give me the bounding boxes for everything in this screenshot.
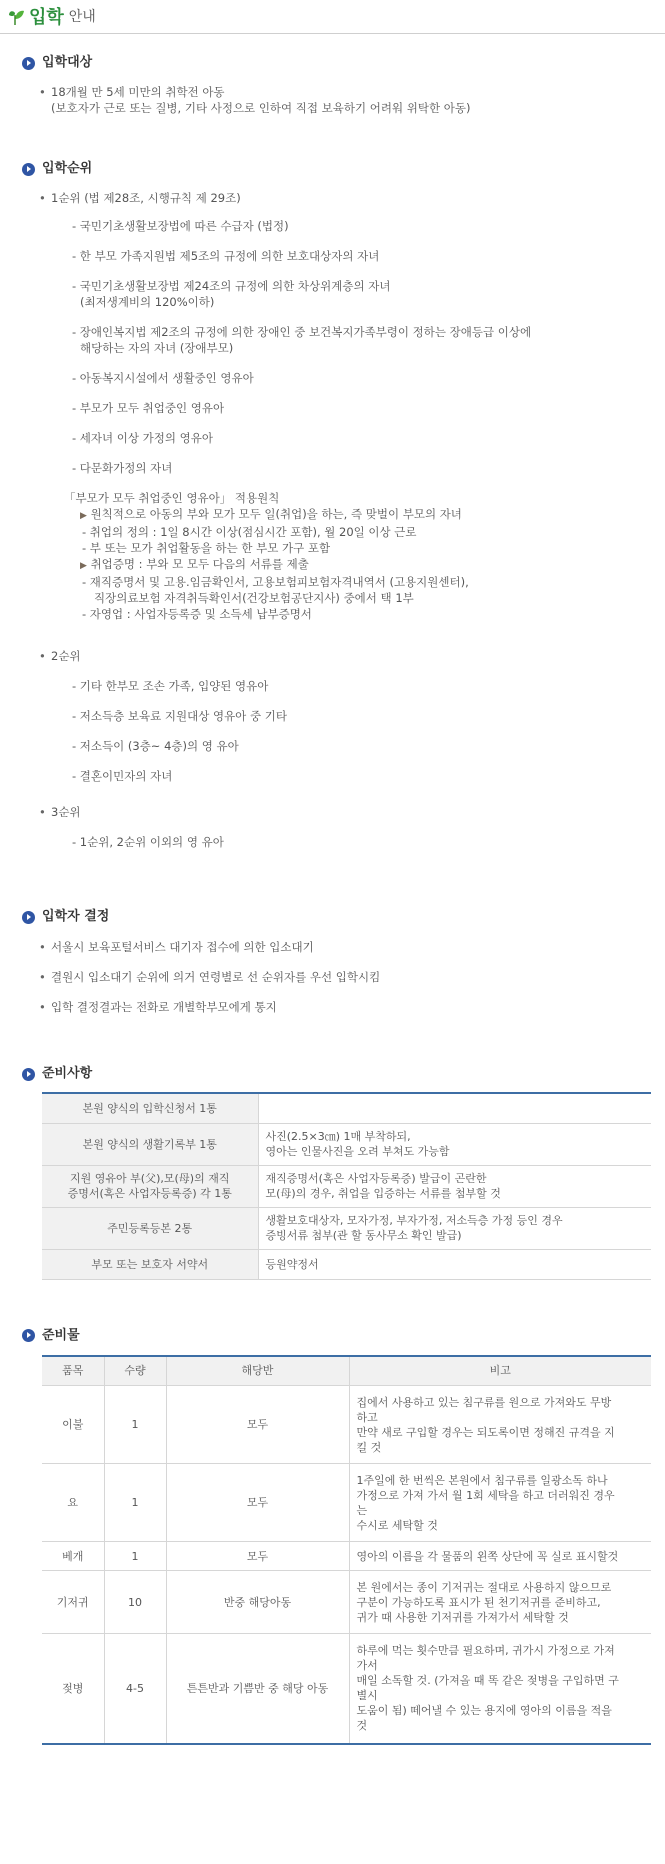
list-item: - 국민기초생활보장법에 따른 수급자 (법정)	[72, 219, 289, 233]
arrow-icon: ▶	[80, 511, 87, 521]
table-row	[42, 1123, 651, 1165]
list-item: - 저소득층 보육료 지원대상 영유아 중 기타	[72, 709, 287, 723]
section-bullet-icon	[22, 1068, 35, 1081]
list-item: - 국민기초생활보장법 제24조의 규정에 의한 차상위계층의 자녀 (최저생계비의 120%이하)	[72, 279, 391, 309]
section-title: 입학대상	[42, 55, 93, 70]
table-row	[42, 1249, 651, 1279]
note-line: - 취업의 정의 : 1일 8시간 이상(점심시간 포함), 월 20일 이상 근로	[82, 525, 417, 539]
qty-cell: 4-5	[104, 1634, 166, 1744]
supplies-section	[0, 1326, 665, 1346]
table-cell: 본원 양식의 입학신청서 1통	[42, 1093, 258, 1123]
list-item	[22, 84, 655, 100]
note-line: - 자영업 : 사업자등록증 및 소득세 납부증명서	[82, 607, 312, 621]
list-item: - 결혼이민자의 자녀	[72, 769, 173, 783]
table-row	[42, 1464, 651, 1542]
table-cell: 주민등록등본 2통	[42, 1207, 258, 1249]
qty-cell: 1	[104, 1464, 166, 1542]
note-line: ▶ 취업증명 : 부와 모 모두 다음의 서류를 제출	[80, 557, 309, 571]
item-cell: 베개	[42, 1542, 104, 1571]
priority-second-list	[22, 678, 655, 784]
page-title: 입학	[29, 6, 64, 27]
list-item: - 다문화가정의 자녀	[72, 461, 173, 475]
decision-section	[0, 907, 665, 1015]
table-row	[42, 1093, 651, 1123]
table-cell: 등원약정서	[258, 1249, 651, 1279]
bullet-dot-icon: •	[39, 805, 46, 819]
preparation-section	[0, 1064, 665, 1084]
preparation-heading	[22, 1064, 655, 1084]
table-row	[42, 1165, 651, 1207]
note-line: 직장의료보험 자격취득확인서(건강보험공단지사) 중에서 택 1부	[94, 591, 414, 605]
eligibility-heading	[22, 53, 655, 73]
qty-cell: 10	[104, 1571, 166, 1634]
supplies-table	[42, 1355, 651, 1745]
list-item: - 한 부모 가족지원법 제5조의 규정에 의한 보호대상자의 자녀	[72, 249, 380, 263]
table-row	[42, 1386, 651, 1464]
table-row	[42, 1542, 651, 1571]
class-cell: 반중 해당아동	[166, 1571, 349, 1634]
class-cell: 모두	[166, 1542, 349, 1571]
section-title: 입학자 결정	[42, 909, 110, 924]
bullet-dot-icon: •	[39, 940, 46, 954]
list-item: • 서울시 보육포털서비스 대기자 접수에 의한 입소대기	[39, 940, 314, 954]
column-header: 수량	[104, 1356, 166, 1386]
leaf-icon	[6, 7, 26, 27]
arrow-icon: ▶	[80, 561, 87, 571]
bullet-dot-icon: •	[39, 191, 46, 205]
column-header: 해당반	[166, 1356, 349, 1386]
table-cell: 지원 영유아 부(父),모(母)의 재직 증명서(혹은 사업자등록증) 각 1통	[42, 1165, 258, 1207]
section-bullet-icon	[22, 57, 35, 70]
eligibility-section	[0, 53, 665, 116]
section-bullet-icon	[22, 163, 35, 176]
table-cell: 재직증명서(혹은 사업자등록증) 발급이 곤란한 모(母)의 경우, 취업을 입증하는 서류를 첨부할 것	[258, 1165, 651, 1207]
bullet-dot-icon: •	[39, 85, 46, 99]
table-cell: 사진(2.5×3㎝) 1매 부착하되, 영아는 인물사진을 오려 부쳐도 가능함	[258, 1123, 651, 1165]
decision-heading	[22, 907, 655, 927]
list-item: - 기타 한부모 조손 가족, 입양된 영유아	[72, 679, 269, 693]
table-cell	[258, 1093, 651, 1123]
table-cell: 생활보호대상자, 모자가정, 부자가정, 저소득층 가정 등인 경우 증빙서류 첨부(관 할 동사무소 확인 발급)	[258, 1207, 651, 1249]
eligibility-item: 18개월 만 5세 미만의 취학전 아동	[51, 85, 225, 99]
section-bullet-icon	[22, 1329, 35, 1342]
note-line: - 재직증명서 및 고용.임금확인서, 고용보험피보험자격내역서 (고용지원센터),	[82, 575, 469, 589]
qty-cell: 1	[104, 1542, 166, 1571]
table-row	[42, 1571, 651, 1634]
column-header: 품목	[42, 1356, 104, 1386]
column-header: 비고	[349, 1356, 651, 1386]
note-cell: 본 원에서는 종이 기저귀는 절대로 사용하지 않으므로 구분이 가능하도록 표시가 된 천기저귀를 준비하고, 귀가 때 사용한 기저귀를 가져가서 세탁할 것	[349, 1571, 651, 1634]
page-subtitle: 안내	[68, 8, 96, 25]
priority-third	[22, 804, 655, 820]
bullet-dot-icon: •	[39, 970, 46, 984]
list-item: - 장애인복지법 제2조의 규정에 의한 장애인 중 보건복지가족부령이 정하는 장애등급 이상에 해당하는 자의 자녀 (장애부모)	[72, 325, 532, 355]
note-line: - 부 또는 모가 취업활동을 하는 한 부모 가구 포함	[82, 541, 331, 555]
priority-first	[22, 190, 655, 206]
qty-cell: 1	[104, 1386, 166, 1464]
note-cell: 영아의 이름을 각 물품의 왼쪽 상단에 꼭 실로 표시할것	[349, 1542, 651, 1571]
note-line: ▶ 원칙적으로 아동의 부와 모가 모두 일(취업)을 하는, 즉 맞벌이 부모의 자녀	[80, 507, 462, 521]
table-row	[42, 1634, 651, 1744]
priority-second	[22, 648, 655, 664]
priority-third-label: 3순위	[51, 805, 81, 819]
table-cell: 본원 양식의 생활기록부 1통	[42, 1123, 258, 1165]
note-title: 「부모가 모두 취업중인 영유아」 적용원칙	[64, 491, 280, 505]
list-item: • 결원시 입소대기 순위에 의거 연령별로 선 순위자를 우선 입학시킴	[39, 970, 381, 984]
section-title: 준비물	[42, 1327, 80, 1343]
list-item: - 저소득이 (3층~ 4층)의 영 유아	[72, 739, 239, 753]
priority-heading	[22, 159, 655, 179]
class-cell: 모두	[166, 1386, 349, 1464]
note-cell: 1주일에 한 번씩은 본원에서 침구류를 일광소독 하나 가정으로 가져 가서 월 1회 세탁을 하고 더러워진 경우 는 수시로 세탁할 것	[349, 1464, 651, 1542]
priority-first-list	[22, 218, 655, 476]
supplies-heading	[22, 1326, 655, 1346]
table-row	[42, 1207, 651, 1249]
class-cell: 모두	[166, 1464, 349, 1542]
eligibility-note: (보호자가 근로 또는 질병, 기타 사정으로 인하여 직접 보육하기 어려워 위탁한 아동)	[51, 101, 471, 115]
table-header-row	[42, 1356, 651, 1386]
list-item: - 부모가 모두 취업중인 영유아	[72, 401, 225, 415]
list-item: - 세자녀 이상 가정의 영유아	[72, 431, 213, 445]
preparation-table	[42, 1092, 651, 1280]
priority-section	[0, 159, 665, 850]
list-item: - 아동복지시설에서 생활중인 영유아	[72, 371, 254, 385]
list-item: • 입학 결정결과는 전화로 개별학부모에게 통지	[39, 1000, 277, 1014]
title-bar	[0, 0, 665, 34]
item-cell: 젖병	[42, 1634, 104, 1744]
section-title: 입학순위	[42, 161, 93, 176]
item-cell: 요	[42, 1464, 104, 1542]
item-cell: 이불	[42, 1386, 104, 1464]
list-item: - 1순위, 2순위 이외의 영 유아	[72, 835, 224, 849]
bullet-dot-icon: •	[39, 649, 46, 663]
item-cell: 기저귀	[42, 1571, 104, 1634]
section-bullet-icon	[22, 911, 35, 924]
priority-third-list	[22, 834, 655, 850]
note-cell: 집에서 사용하고 있는 침구류를 원으로 가져와도 무방 하고 만약 새로 구입할 경우는 되도록이면 정해진 규격을 지 킬 것	[349, 1386, 651, 1464]
table-cell: 부모 또는 보호자 서약서	[42, 1249, 258, 1279]
class-cell: 튼튼반과 기쁨반 중 해당 아동	[166, 1634, 349, 1744]
priority-first-label: 1순위 (법 제28조, 시행규칙 제 29조)	[51, 191, 241, 205]
priority-second-label: 2순위	[51, 649, 81, 663]
note-cell: 하루에 먹는 횟수만큼 필요하며, 귀가시 가정으로 가져 가서 매일 소독할 것. (가져올 때 똑 같은 젖병을 구입하면 구 별시 도움이 됨) 떼어낼 수 있는 용지에 영아의 이름을 적을 것	[349, 1634, 651, 1744]
working-parents-note	[22, 490, 655, 622]
section-title: 준비사항	[42, 1066, 93, 1081]
bullet-dot-icon: •	[39, 1000, 46, 1014]
